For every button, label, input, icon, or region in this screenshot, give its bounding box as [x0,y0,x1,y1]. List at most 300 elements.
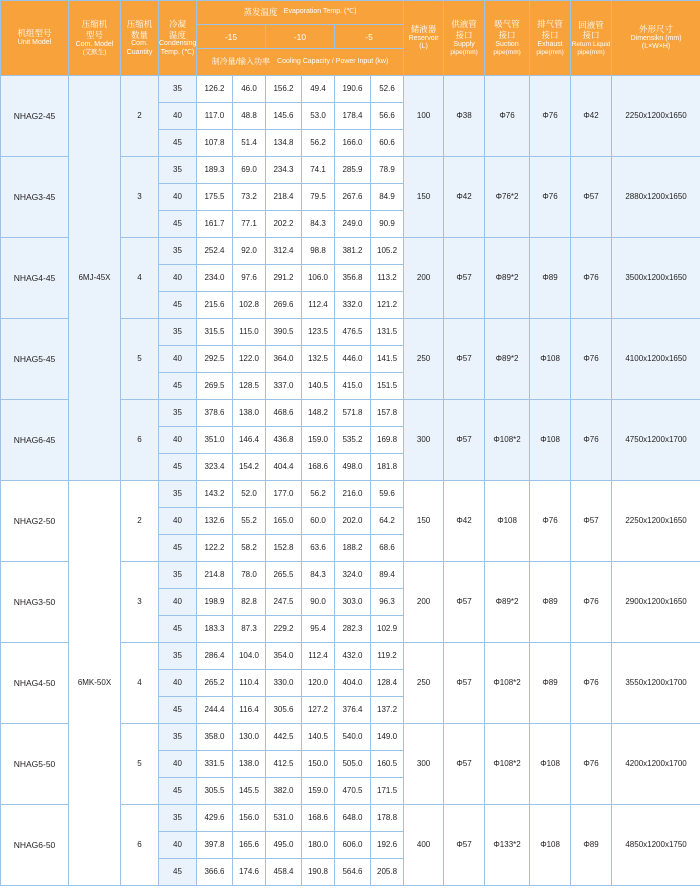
cell-com-quantity: 4 [121,643,159,724]
cell-value: 244.4 [197,697,233,724]
cell-value: 56.6 [371,103,404,130]
cell-value: 205.8 [371,859,404,886]
cell-value: 92.0 [233,238,266,265]
cell-value: 137.2 [371,697,404,724]
cell-condensing-temp: 40 [159,670,197,697]
cell-unit-model: NHAG2-50 [1,481,69,562]
cell-value: 446.0 [335,346,371,373]
cell-exhaust-pipe: Φ76 [530,481,571,562]
cell-value: 252.4 [197,238,233,265]
cell-value: 390.5 [266,319,302,346]
cell-value: 432.0 [335,643,371,670]
cell-exhaust-pipe: Φ108 [530,400,571,481]
cell-value: 87.3 [233,616,266,643]
cell-return-liquid-pipe: Φ89 [571,805,612,886]
cell-unit-model: NHAG4-50 [1,643,69,724]
cell-value: 132.5 [302,346,335,373]
cell-value: 540.0 [335,724,371,751]
cell-value: 168.6 [302,454,335,481]
cell-dimension: 2880x1200x1650 [612,157,700,238]
cell-suction-pipe: Φ76 [485,76,530,157]
cell-condensing-temp: 40 [159,832,197,859]
cell-com-quantity: 5 [121,724,159,805]
cell-condensing-temp: 35 [159,319,197,346]
cell-value: 183.3 [197,616,233,643]
cell-value: 112.4 [302,292,335,319]
col-return-liquid-pipe-unit: pipe(mm) [577,48,605,56]
cell-exhaust-pipe: Φ108 [530,805,571,886]
cell-value: 188.2 [335,535,371,562]
cell-value: 178.8 [371,805,404,832]
col-com-model-brand: (艾默生) [82,48,107,56]
cell-value: 78.9 [371,157,404,184]
cell-return-liquid-pipe: Φ76 [571,400,612,481]
cell-suction-pipe: Φ76*2 [485,157,530,238]
cell-value: 174.6 [233,859,266,886]
cell-value: 113.2 [371,265,404,292]
cell-supply-pipe: Φ42 [444,481,485,562]
cell-value: 84.3 [302,562,335,589]
cell-value: 48.8 [233,103,266,130]
col-com-quantity-cn2: 数量 [130,29,148,40]
cell-supply-pipe: Φ42 [444,157,485,238]
cell-value: 323.4 [197,454,233,481]
col-evap-temp-minus10: -10 [266,25,335,49]
cell-value: 146.4 [233,427,266,454]
cell-value: 89.4 [371,562,404,589]
cell-value: 305.5 [197,778,233,805]
cell-reservoir: 200 [404,238,444,319]
cell-exhaust-pipe: Φ89 [530,238,571,319]
cell-value: 458.4 [266,859,302,886]
cell-condensing-temp: 35 [159,562,197,589]
cell-value: 126.2 [197,76,233,103]
cell-value: 198.9 [197,589,233,616]
cell-value: 332.0 [335,292,371,319]
col-suction-pipe-cn1: 吸气管 [494,19,520,30]
cell-com-quantity: 5 [121,319,159,400]
cell-condensing-temp: 35 [159,76,197,103]
cell-suction-pipe: Φ108*2 [485,724,530,805]
col-reservoir-en: Reservoir [408,34,439,42]
cell-com-quantity: 4 [121,238,159,319]
cell-value: 337.0 [266,373,302,400]
cell-reservoir: 200 [404,562,444,643]
cell-condensing-temp: 45 [159,130,197,157]
cell-value: 214.8 [197,562,233,589]
cell-value: 415.0 [335,373,371,400]
cell-condensing-temp: 40 [159,589,197,616]
cell-value: 82.8 [233,589,266,616]
cell-value: 60.6 [371,130,404,157]
cell-reservoir: 100 [404,76,444,157]
cell-value: 571.8 [335,400,371,427]
cell-value: 470.5 [335,778,371,805]
cell-value: 216.0 [335,481,371,508]
cell-value: 171.5 [371,778,404,805]
cell-value: 312.4 [266,238,302,265]
cell-value: 107.8 [197,130,233,157]
cell-value: 168.6 [302,805,335,832]
cell-value: 143.2 [197,481,233,508]
col-suction-pipe-cn2: 接口 [498,29,516,40]
cell-value: 354.0 [266,643,302,670]
cell-supply-pipe: Φ57 [444,400,485,481]
cell-dimension: 3500x1200x1650 [612,238,700,319]
col-exhaust-pipe [530,1,571,76]
col-evaporation-temp-cn: 蒸发温度 [243,7,278,18]
cell-condensing-temp: 45 [159,616,197,643]
cell-condensing-temp: 40 [159,103,197,130]
cell-unit-model: NHAG3-50 [1,562,69,643]
cell-value: 292.5 [197,346,233,373]
cell-value: 412.5 [266,751,302,778]
cell-reservoir: 150 [404,157,444,238]
cell-value: 442.5 [266,724,302,751]
col-dimension-unit: (L×W×H) [641,43,671,51]
cell-value: 141.5 [371,346,404,373]
cell-value: 154.2 [233,454,266,481]
col-supply-pipe-unit: pipe(mm) [450,48,478,56]
cell-supply-pipe: Φ57 [444,319,485,400]
cell-value: 52.6 [371,76,404,103]
cell-value: 110.4 [233,670,266,697]
cell-value: 215.6 [197,292,233,319]
cell-value: 97.6 [233,265,266,292]
col-reservoir [404,1,444,76]
cell-supply-pipe: Φ57 [444,724,485,805]
cell-value: 178.4 [335,103,371,130]
cell-value: 98.8 [302,238,335,265]
cell-com-model: 6MK-50X [69,481,121,886]
cell-value: 52.0 [233,481,266,508]
cell-value: 404.0 [335,670,371,697]
cell-condensing-temp: 35 [159,481,197,508]
cell-value: 140.5 [302,724,335,751]
cell-exhaust-pipe: Φ108 [530,724,571,805]
col-unit-model [1,1,69,76]
col-suction-pipe [485,1,530,76]
col-reservoir-unit: (L) [419,43,428,51]
col-supply-pipe-cn2: 接口 [455,29,473,40]
cell-value: 134.8 [266,130,302,157]
cell-value: 181.8 [371,454,404,481]
cell-condensing-temp: 40 [159,346,197,373]
cell-exhaust-pipe: Φ76 [530,157,571,238]
cell-value: 175.5 [197,184,233,211]
cell-condensing-temp: 35 [159,724,197,751]
col-cooling-capacity-power-input [197,49,404,76]
col-dimension-cn: 外形尺寸 [639,24,674,35]
col-evap-temp-minus15: -15 [197,25,266,49]
col-dimension-en: Dimensikn (mm) [630,34,682,42]
cell-value: 90.0 [302,589,335,616]
cell-value: 128.5 [233,373,266,400]
cell-condensing-temp: 45 [159,697,197,724]
cell-value: 73.2 [233,184,266,211]
col-condensing-temp-en: Condensing Temp. (℃) [159,40,197,56]
cell-com-quantity: 3 [121,157,159,238]
cell-value: 291.2 [266,265,302,292]
cell-value: 358.0 [197,724,233,751]
cell-value: 535.2 [335,427,371,454]
cell-unit-model: NHAG5-50 [1,724,69,805]
col-supply-pipe [444,1,485,76]
cell-condensing-temp: 35 [159,238,197,265]
cell-condensing-temp: 35 [159,805,197,832]
cell-value: 189.3 [197,157,233,184]
cell-suction-pipe: Φ89*2 [485,562,530,643]
col-dimension [612,1,700,76]
cell-condensing-temp: 45 [159,778,197,805]
cell-value: 106.0 [302,265,335,292]
cell-dimension: 2900x1200x1650 [612,562,700,643]
cell-reservoir: 250 [404,319,444,400]
cell-value: 102.9 [371,616,404,643]
cell-value: 157.8 [371,400,404,427]
col-condensing-temp [159,1,197,76]
cell-value: 366.6 [197,859,233,886]
col-condensing-temp-cn1: 冷凝 [168,18,186,29]
cell-value: 84.9 [371,184,404,211]
cell-value: 150.0 [302,751,335,778]
cell-unit-model: NHAG6-45 [1,400,69,481]
cell-value: 282.3 [335,616,371,643]
cell-value: 130.0 [233,724,266,751]
cell-exhaust-pipe: Φ89 [530,562,571,643]
cell-value: 69.0 [233,157,266,184]
col-com-quantity-en: Com. Cuantity [126,40,153,56]
cell-value: 105.2 [371,238,404,265]
cell-value: 265.5 [266,562,302,589]
cell-com-model: 6MJ-45X [69,76,121,481]
cell-condensing-temp: 45 [159,211,197,238]
col-com-quantity-cn1: 压缩机 [126,18,153,29]
cell-suction-pipe: Φ108*2 [485,400,530,481]
cell-value: 351.0 [197,427,233,454]
cell-value: 247.5 [266,589,302,616]
cell-value: 55.2 [233,508,266,535]
cell-value: 79.5 [302,184,335,211]
table-header [1,1,700,76]
cell-value: 265.2 [197,670,233,697]
cell-value: 156.0 [233,805,266,832]
cell-value: 249.0 [335,211,371,238]
cell-value: 161.7 [197,211,233,238]
cell-condensing-temp: 45 [159,292,197,319]
cell-return-liquid-pipe: Φ76 [571,562,612,643]
cell-reservoir: 300 [404,400,444,481]
col-suction-pipe-en: Suction [495,40,519,48]
cell-value: 131.5 [371,319,404,346]
cell-value: 169.8 [371,427,404,454]
cell-value: 468.6 [266,400,302,427]
cell-return-liquid-pipe: Φ76 [571,643,612,724]
cell-value: 156.2 [266,76,302,103]
cell-reservoir: 400 [404,805,444,886]
cell-value: 49.4 [302,76,335,103]
cell-value: 495.0 [266,832,302,859]
cell-condensing-temp: 40 [159,508,197,535]
col-unit-model-cn: 机组型号 [17,28,52,39]
col-supply-pipe-cn1: 供液管 [451,19,477,30]
cell-value: 140.5 [302,373,335,400]
cell-dimension: 4100x1200x1650 [612,319,700,400]
capacity-label-en: Cooling Capacity / Power Input (kw) [277,57,389,65]
cell-value: 56.2 [302,130,335,157]
cell-value: 356.8 [335,265,371,292]
cell-value: 397.8 [197,832,233,859]
col-com-quantity [121,1,159,76]
table-row [1,481,700,508]
cell-condensing-temp: 45 [159,373,197,400]
cell-value: 376.4 [335,697,371,724]
cell-value: 229.2 [266,616,302,643]
col-return-liquid-pipe [571,1,612,76]
cell-exhaust-pipe: Φ76 [530,76,571,157]
cell-value: 330.0 [266,670,302,697]
cell-exhaust-pipe: Φ89 [530,643,571,724]
cell-value: 190.6 [335,76,371,103]
cell-value: 267.6 [335,184,371,211]
cell-value: 404.4 [266,454,302,481]
cell-supply-pipe: Φ38 [444,76,485,157]
cell-suction-pipe: Φ89*2 [485,319,530,400]
cell-value: 151.5 [371,373,404,400]
cell-value: 63.6 [302,535,335,562]
col-exhaust-pipe-cn1: 排气管 [537,19,563,30]
cell-dimension: 4750x1200x1700 [612,400,700,481]
cell-value: 90.9 [371,211,404,238]
cell-reservoir: 250 [404,643,444,724]
cell-condensing-temp: 45 [159,454,197,481]
cell-value: 127.2 [302,697,335,724]
cell-value: 51.4 [233,130,266,157]
cell-com-quantity: 3 [121,562,159,643]
cell-condensing-temp: 40 [159,751,197,778]
cell-value: 166.0 [335,130,371,157]
col-unit-model-en: Unit Model [17,39,52,47]
cell-value: 58.2 [233,535,266,562]
cell-value: 138.0 [233,400,266,427]
cell-unit-model: NHAG6-50 [1,805,69,886]
cell-return-liquid-pipe: Φ76 [571,319,612,400]
cell-dimension: 3550x1200x1700 [612,643,700,724]
cell-value: 56.2 [302,481,335,508]
col-evap-temp-minus5: -5 [335,25,404,49]
cell-value: 59.6 [371,481,404,508]
cell-value: 152.8 [266,535,302,562]
cell-unit-model: NHAG3-45 [1,157,69,238]
cell-dimension: 4850x1200x1750 [612,805,700,886]
cell-value: 53.0 [302,103,335,130]
cell-return-liquid-pipe: Φ57 [571,157,612,238]
col-exhaust-pipe-cn2: 接口 [541,29,559,40]
cell-value: 234.3 [266,157,302,184]
cell-value: 190.8 [302,859,335,886]
col-exhaust-pipe-unit: pipe(mm) [536,48,564,56]
cell-value: 165.6 [233,832,266,859]
cell-value: 436.8 [266,427,302,454]
cell-value: 77.1 [233,211,266,238]
cell-supply-pipe: Φ57 [444,805,485,886]
cell-value: 120.0 [302,670,335,697]
cell-value: 123.5 [302,319,335,346]
cell-value: 305.6 [266,697,302,724]
cell-value: 202.2 [266,211,302,238]
cell-unit-model: NHAG4-45 [1,238,69,319]
cell-value: 145.5 [233,778,266,805]
cell-value: 78.0 [233,562,266,589]
cell-value: 269.6 [266,292,302,319]
cell-value: 128.4 [371,670,404,697]
cell-value: 378.6 [197,400,233,427]
cell-value: 159.0 [302,427,335,454]
cell-com-quantity: 6 [121,400,159,481]
cell-supply-pipe: Φ57 [444,238,485,319]
cell-exhaust-pipe: Φ108 [530,319,571,400]
cell-condensing-temp: 45 [159,859,197,886]
capacity-label-cn: 制冷量/输入功率 [211,57,270,67]
cell-value: 381.2 [335,238,371,265]
table-body [1,76,700,886]
cell-value: 148.2 [302,400,335,427]
cell-dimension: 4200x1200x1700 [612,724,700,805]
cell-suction-pipe: Φ108 [485,481,530,562]
cell-value: 192.6 [371,832,404,859]
cell-value: 505.0 [335,751,371,778]
col-supply-pipe-en: Supply [453,40,475,48]
cell-dimension: 2250x1200x1650 [612,481,700,562]
cell-condensing-temp: 40 [159,184,197,211]
cell-value: 84.3 [302,211,335,238]
col-com-model-cn1: 压缩机 [81,19,108,30]
cell-supply-pipe: Φ57 [444,562,485,643]
cell-supply-pipe: Φ57 [444,643,485,724]
col-condensing-temp-cn2: 温度 [168,29,186,40]
cell-value: 104.0 [233,643,266,670]
cell-value: 115.0 [233,319,266,346]
cell-value: 64.2 [371,508,404,535]
cell-value: 74.1 [302,157,335,184]
col-evaporation-temp [197,1,404,25]
cell-value: 149.0 [371,724,404,751]
cell-value: 60.0 [302,508,335,535]
cell-value: 498.0 [335,454,371,481]
cell-condensing-temp: 35 [159,643,197,670]
cell-value: 286.4 [197,643,233,670]
cell-return-liquid-pipe: Φ76 [571,724,612,805]
cell-condensing-temp: 35 [159,400,197,427]
cell-value: 324.0 [335,562,371,589]
cell-value: 285.9 [335,157,371,184]
cell-condensing-temp: 40 [159,427,197,454]
cell-value: 96.3 [371,589,404,616]
cell-value: 303.0 [335,589,371,616]
cell-suction-pipe: Φ133*2 [485,805,530,886]
cell-value: 112.4 [302,643,335,670]
cell-value: 46.0 [233,76,266,103]
cell-unit-model: NHAG2-45 [1,76,69,157]
cell-value: 116.4 [233,697,266,724]
col-com-model-en: Com. Model [75,40,114,48]
cell-value: 102.8 [233,292,266,319]
cell-value: 119.2 [371,643,404,670]
cell-value: 138.0 [233,751,266,778]
cell-value: 122.2 [197,535,233,562]
cell-value: 180.0 [302,832,335,859]
cell-com-quantity: 2 [121,481,159,562]
